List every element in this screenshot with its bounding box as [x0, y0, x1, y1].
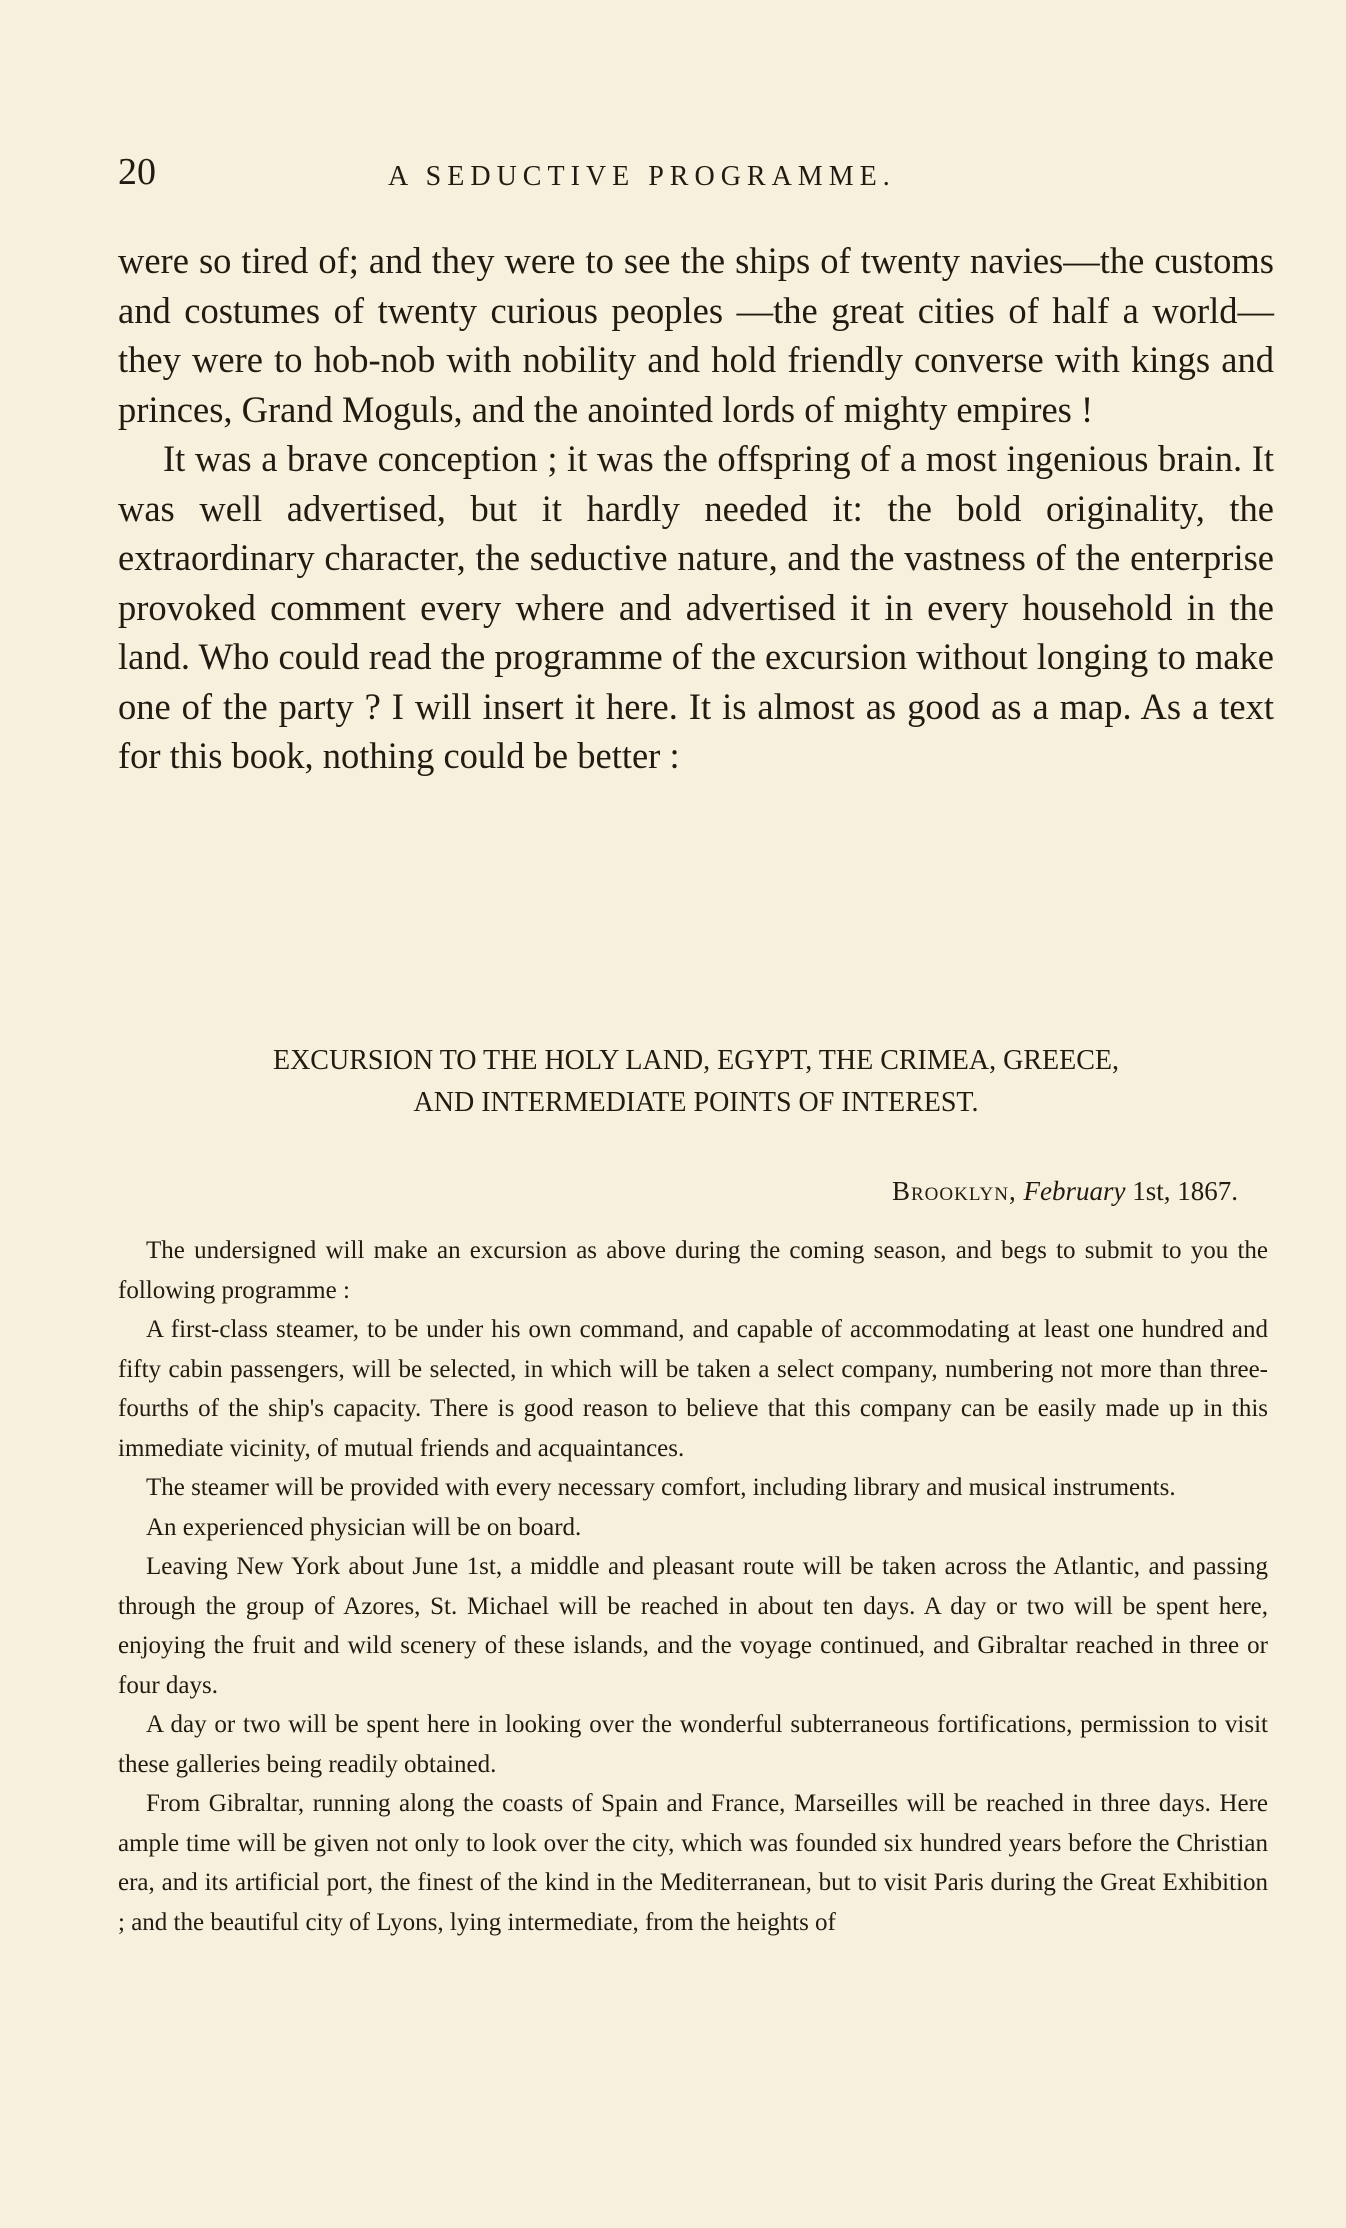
- body-paragraph: It was a brave conception ; it was the offspring of a most ingenious brain. It was well advertised, but it hardly needed it: the bold originality, the extraordinary character, the seductive nature, and the vastness of the enterprise provoked comment every where and advertised it in every household in the land. Who could read the programme of the excursion without longing to make one of the party ? I will insert it here. It is almost as good as a map. As a text for this book, nothing could be better :: [118, 438, 1274, 776]
- programme-paragraph: The steamer will be provided with every necessary comfort, including library and musical instruments.: [146, 1474, 1176, 1501]
- dateline: [118, 1176, 1238, 1206]
- programme-paragraph: The undersigned will make an excursion as above during the coming season, and begs to submit to you the following programme :: [118, 1237, 1268, 1304]
- page-number: 20: [118, 151, 156, 193]
- excursion-title: [118, 1040, 1274, 1124]
- dateline-place: Brooklyn,: [892, 1176, 1017, 1206]
- running-title: A SEDUCTIVE PROGRAMME.: [388, 161, 896, 192]
- programme-paragraph: An experienced physician will be on board.: [146, 1513, 582, 1541]
- programme-paragraph: A first-class steamer, to be under his own command, and capable of accommodating at least one hundred and fifty cabin passengers, will be selected, in which will be taken a select company, numbering not more than three-fourths of the ship's capacity. There is good reason to believe that this company can be easily made up in this immediate vicinity, of mutual friends and acquaintances.: [118, 1316, 1268, 1462]
- dateline-year: 1867.: [1177, 1176, 1238, 1206]
- programme-paragraph: A day or two will be spent here in looking over the wonderful subterraneous fortifications, permission to visit these galleries being readily obtained.: [118, 1711, 1268, 1778]
- dateline-month: February: [1023, 1176, 1126, 1206]
- programme-paragraph: From Gibraltar, running along the coasts of Spain and France, Marseilles will be reached in three days. Here ample time will be given not only to look over the city, which was founded six hundred years before the Christian era, and its artificial port, the finest of the kind in the Mediterranean, but to visit Paris during the Great Exhibition ; and the beautiful city of Lyons, lying intermediate, from the heights of: [118, 1790, 1268, 1936]
- excursion-title-line: EXCURSION TO THE HOLY LAND, EGYPT, THE CRIMEA, GREECE,: [272, 1045, 1119, 1076]
- body-paragraph: were so tired of; and they were to see the ships of twenty navies—the customs and costumes of twenty curious peoples —the great cities of half a world—they were to hob-nob with nobility and hold friendly converse with kings and princes, Grand Moguls, and the anointed lords of mighty empires !: [118, 240, 1274, 430]
- programme-text: [118, 1231, 1268, 1942]
- running-head: [118, 152, 1268, 202]
- dateline-day: 1st,: [1132, 1176, 1171, 1206]
- programme-paragraph: Leaving New York about June 1st, a middle and pleasant route will be taken across the Atlantic, and passing through the group of Azores, St. Michael will be reached in about ten days. A day or two will be spent here, enjoying the fruit and wild scenery of these islands, and the voyage continued, and Gibraltar reached in three or four days.: [118, 1553, 1268, 1699]
- body-text: [118, 236, 1274, 781]
- excursion-title-line: AND INTERMEDIATE POINTS OF INTEREST.: [413, 1087, 979, 1118]
